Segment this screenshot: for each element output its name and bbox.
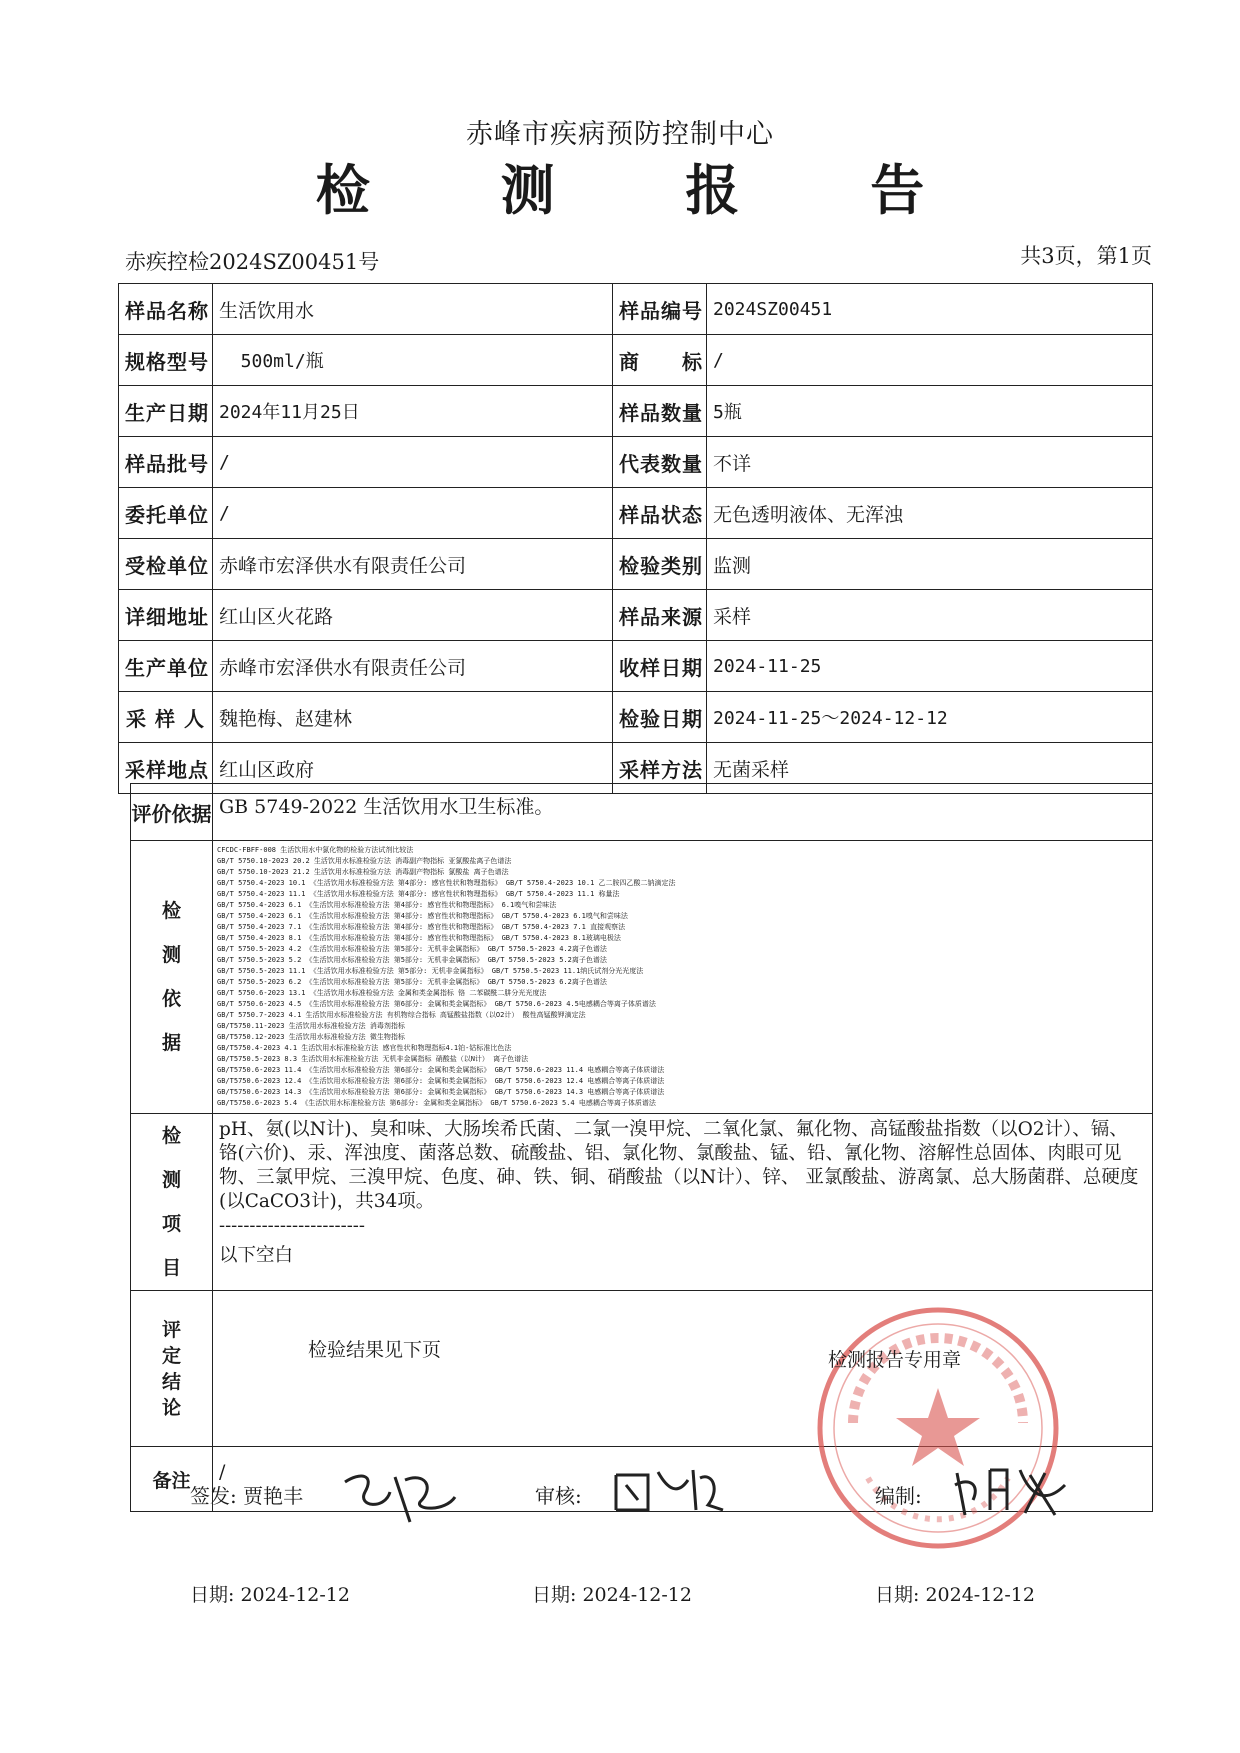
reviewer-date: 日期: 2024-12-12 [532, 1584, 692, 1606]
info-label: 生产单位 [119, 641, 213, 692]
info-label: 受检单位 [119, 539, 213, 590]
info-row [119, 692, 1153, 743]
info-value: 2024年11月25日 [213, 386, 613, 437]
test-method-line: GB/T 5750.5-2023 5.2 《生活饮用水标准检验方法 第5部分: 无机非金属指标》 GB/T 5750.5-2023 5.2离子色谱法 [217, 956, 607, 964]
test-method-line: GB/T 5750.4-2023 10.1 《生活饮用水标准检验方法 第4部分: 感官性状和物理指标》 GB/T 5750.4-2023 10.1 乙二胺四乙酸二钠滴定法 [217, 879, 676, 887]
info-label: 生产日期 [119, 386, 213, 437]
info-value: 采样 [707, 590, 1153, 641]
info-value: / [213, 437, 613, 488]
conclusion-label-char: 论 [161, 1396, 181, 1419]
test-basis-label-char: 检 [161, 900, 181, 922]
reviewer-signature [608, 1460, 728, 1520]
info-label: 样品状态 [613, 488, 707, 539]
conclusion-label-char: 定 [161, 1344, 181, 1367]
test-method-line: GB/T5750.6-2023 5.4 《生活饮用水标准检验方法 第6部分: 金属和类金属指标》 GB/T 5750.6-2023 5.4 电感耦合等离子体质谱法 [217, 1099, 656, 1107]
remarks-label: 备注 [131, 1447, 213, 1512]
info-value: 红山区政府 [213, 743, 613, 794]
test-items-label [131, 1114, 213, 1291]
test-method-line: GB/T 5750.7-2023 4.1 生活饮用水标准检验方法 有机物综合指标 高锰酸盐指数（以O2计） 酸性高锰酸钾滴定法 [217, 1011, 586, 1019]
test-method-line: GB/T 5750.4-2023 11.1 《生活饮用水标准检验方法 第4部分: 感官性状和物理指标》 GB/T 5750.4-2023 11.1 称量法 [217, 890, 620, 898]
test-methods-list [213, 841, 1153, 1114]
conclusion-cell [213, 1291, 1153, 1447]
test-method-line: CFCDC-FBFF-008 生活饮用水中氯化物的检验方法试剂比较法 [217, 846, 414, 854]
reviewer-label: 审核: [535, 1484, 582, 1508]
conclusion-label-char: 结 [161, 1370, 181, 1393]
info-label: 检验类别 [613, 539, 707, 590]
test-items-label-char: 检 [161, 1125, 181, 1147]
test-items-label-char: 测 [161, 1169, 181, 1191]
test-method-line: GB/T 5750.6-2023 13.1 《生活饮用水标准检验方法 金属和类金属指标 铬 二苯碳酰二肼分光光度法 [217, 989, 547, 997]
test-method-line: GB/T 5750.4-2023 6.1 《生活饮用水标准检验方法 第4部分: 感官性状和物理指标》 GB/T 5750.4-2023 6.1嗅气和尝味法 [217, 912, 628, 920]
report-title: 检 测 报 告 [315, 158, 981, 222]
test-items-label-char: 项 [161, 1213, 181, 1235]
test-method-line: GB/T 5750.5-2023 11.1 《生活饮用水标准检验方法 第5部分: 无机非金属指标》 GB/T 5750.5-2023 11.1纳氏试剂分光光度法 [217, 967, 644, 975]
info-label: 委托单位 [119, 488, 213, 539]
info-value: 生活饮用水 [213, 284, 613, 335]
test-method-line: GB/T5750.11-2023 生活饮用水标准检验方法 消毒剂指标 [217, 1022, 405, 1030]
info-value: / [707, 335, 1153, 386]
info-value: 赤峰市宏泽供水有限责任公司 [213, 641, 613, 692]
test-method-line: GB/T5750.6-2023 14.3 《生活饮用水标准检验方法 第6部分: 金属和类金属指标》 GB/T 5750.6-2023 14.3 电感耦合等离子体质谱法 [217, 1088, 665, 1096]
report-number: 赤疾控检2024SZ00451号 [125, 250, 380, 274]
conclusion-text: 检验结果见下页 [308, 1339, 442, 1361]
info-row [119, 539, 1153, 590]
info-row [119, 488, 1153, 539]
info-label: 代表数量 [613, 437, 707, 488]
info-label: 样品名称 [119, 284, 213, 335]
info-value: / [213, 488, 613, 539]
test-method-line: GB/T 5750.5-2023 6.2 《生活饮用水标准检验方法 第5部分: 无机非金属指标》 GB/T 5750.5-2023 6.2离子色谱法 [217, 978, 607, 986]
test-method-line: GB/T5750.4-2023 4.1 生活饮用水标准检验方法 感官性状和物理指标4.1铂-钴标准比色法 [217, 1044, 512, 1052]
page-info: 共3页，第1页 [1020, 244, 1152, 268]
info-label: 检验日期 [613, 692, 707, 743]
info-row [119, 590, 1153, 641]
info-value: 监测 [707, 539, 1153, 590]
evaluation-basis-value: GB 5749-2022 生活饮用水卫生标准。 [213, 784, 1153, 841]
test-method-line: GB/T 5750.4-2023 8.1 《生活饮用水标准检验方法 第4部分: 感官性状和物理指标》 GB/T 5750.4-2023 8.1玻璃电极法 [217, 934, 621, 942]
seal-label: 检测报告专用章 [828, 1349, 962, 1371]
info-row [119, 284, 1153, 335]
info-row [119, 335, 1153, 386]
test-method-line: GB/T5750.12-2023 生活饮用水标准检验方法 微生物指标 [217, 1033, 405, 1041]
issuer-label: 签发: 贾艳丰 [190, 1484, 304, 1508]
info-label: 商 标 [613, 335, 707, 386]
info-value: 500ml/瓶 [213, 335, 613, 386]
compiler-label: 编制: [875, 1484, 922, 1508]
issuer-date: 日期: 2024-12-12 [190, 1584, 350, 1606]
info-label: 样品来源 [613, 590, 707, 641]
info-value: 2024SZ00451 [707, 284, 1153, 335]
info-value: 魏艳梅、赵建林 [213, 692, 613, 743]
info-label: 采样方法 [613, 743, 707, 794]
test-details-table [130, 783, 1153, 1512]
test-method-line: GB/T 5750.10-2023 20.2 生活饮用水标准检验方法 消毒副产物指标 亚氯酸盐离子色谱法 [217, 857, 512, 865]
test-items-text: pH、氨(以N计)、臭和味、大肠埃希氏菌、二氯一溴甲烷、二氧化氯、氟化物、高锰酸盐指数（以O2计）、镉、铬(六价)、汞、浑浊度、菌落总数、硫酸盐、铝、氯化物、氯酸盐、锰、铅、氰化物、溶解性总固体、肉眼可见物、三氯甲烷、三溴甲烷、色度、砷、铁、铜、硝酸盐（以N计）、锌、 亚氯酸盐、游离氯、总大肠菌群、总硬度(以CaCO3计)，共34项。 [219, 1119, 1139, 1212]
info-row [119, 641, 1153, 692]
info-row [119, 386, 1153, 437]
info-label: 规格型号 [119, 335, 213, 386]
end-note: 以下空白 [219, 1245, 294, 1266]
test-basis-label [131, 841, 213, 1114]
sample-info-table [118, 283, 1153, 794]
info-value: 5瓶 [707, 386, 1153, 437]
info-label: 采 样 人 [119, 692, 213, 743]
test-method-line: GB/T5750.6-2023 12.4 《生活饮用水标准检验方法 第6部分: 金属和类金属指标》 GB/T 5750.6-2023 12.4 电感耦合等离子体质谱法 [217, 1077, 665, 1085]
conclusion-label-char: 评 [161, 1318, 181, 1341]
test-method-line: GB/T 5750.4-2023 7.1 《生活饮用水标准检验方法 第4部分: 感官性状和物理指标》 GB/T 5750.4-2023 7.1 直接观察法 [217, 923, 626, 931]
test-basis-label-char: 据 [161, 1032, 181, 1054]
info-label: 详细地址 [119, 590, 213, 641]
test-method-line: GB/T5750.6-2023 11.4 《生活饮用水标准检验方法 第6部分: 金属和类金属指标》 GB/T 5750.6-2023 11.4 电感耦合等离子体质谱法 [217, 1066, 665, 1074]
info-value: 2024-11-25 [707, 641, 1153, 692]
evaluation-basis-label: 评价依据 [131, 784, 213, 841]
test-items-cell [213, 1114, 1153, 1291]
compiler-date: 日期: 2024-12-12 [875, 1584, 1035, 1606]
info-label: 样品数量 [613, 386, 707, 437]
remarks-value: / [213, 1447, 1153, 1512]
info-value: 红山区火花路 [213, 590, 613, 641]
info-value: 2024-11-25～2024-12-12 [707, 692, 1153, 743]
test-method-line: GB/T 5750.4-2023 6.1 《生活饮用水标准检验方法 第4部分: 感官性状和物理指标》 6.1嗅气和尝味法 [217, 901, 557, 909]
conclusion-label [131, 1291, 213, 1447]
organization-name: 赤峰市疾病预防控制中心 [466, 119, 774, 150]
info-value: 赤峰市宏泽供水有限责任公司 [213, 539, 613, 590]
info-label: 样品编号 [613, 284, 707, 335]
issuer-signature [335, 1462, 465, 1532]
info-row [119, 437, 1153, 488]
info-value: 无色透明液体、无浑浊 [707, 488, 1153, 539]
info-value: 不详 [707, 437, 1153, 488]
test-basis-label-char: 测 [161, 944, 181, 966]
test-method-line: GB/T 5750.6-2023 4.5 《生活饮用水标准检验方法 第6部分: 金属和类金属指标》 GB/T 5750.6-2023 4.5电感耦合等离子体质谱法 [217, 1000, 656, 1008]
compiler-signature [945, 1455, 1075, 1525]
info-label: 收样日期 [613, 641, 707, 692]
test-items-label-char: 目 [161, 1257, 181, 1279]
info-label: 样品批号 [119, 437, 213, 488]
info-label: 采样地点 [119, 743, 213, 794]
test-method-line: GB/T 5750.5-2023 4.2 《生活饮用水标准检验方法 第5部分: 无机非金属指标》 GB/T 5750.5-2023 4.2离子色谱法 [217, 945, 607, 953]
test-method-line: GB/T5750.5-2023 8.3 生活饮用水标准检验方法 无机非金属指标 硝酸盐（以N计） 离子色谱法 [217, 1055, 529, 1063]
separator-line: ------------------------ [219, 1215, 365, 1236]
test-method-line: GB/T 5750.10-2023 21.2 生活饮用水标准检验方法 消毒副产物指标 氯酸盐 离子色谱法 [217, 868, 509, 876]
info-value: 无菌采样 [707, 743, 1153, 794]
test-basis-label-char: 依 [161, 988, 181, 1010]
